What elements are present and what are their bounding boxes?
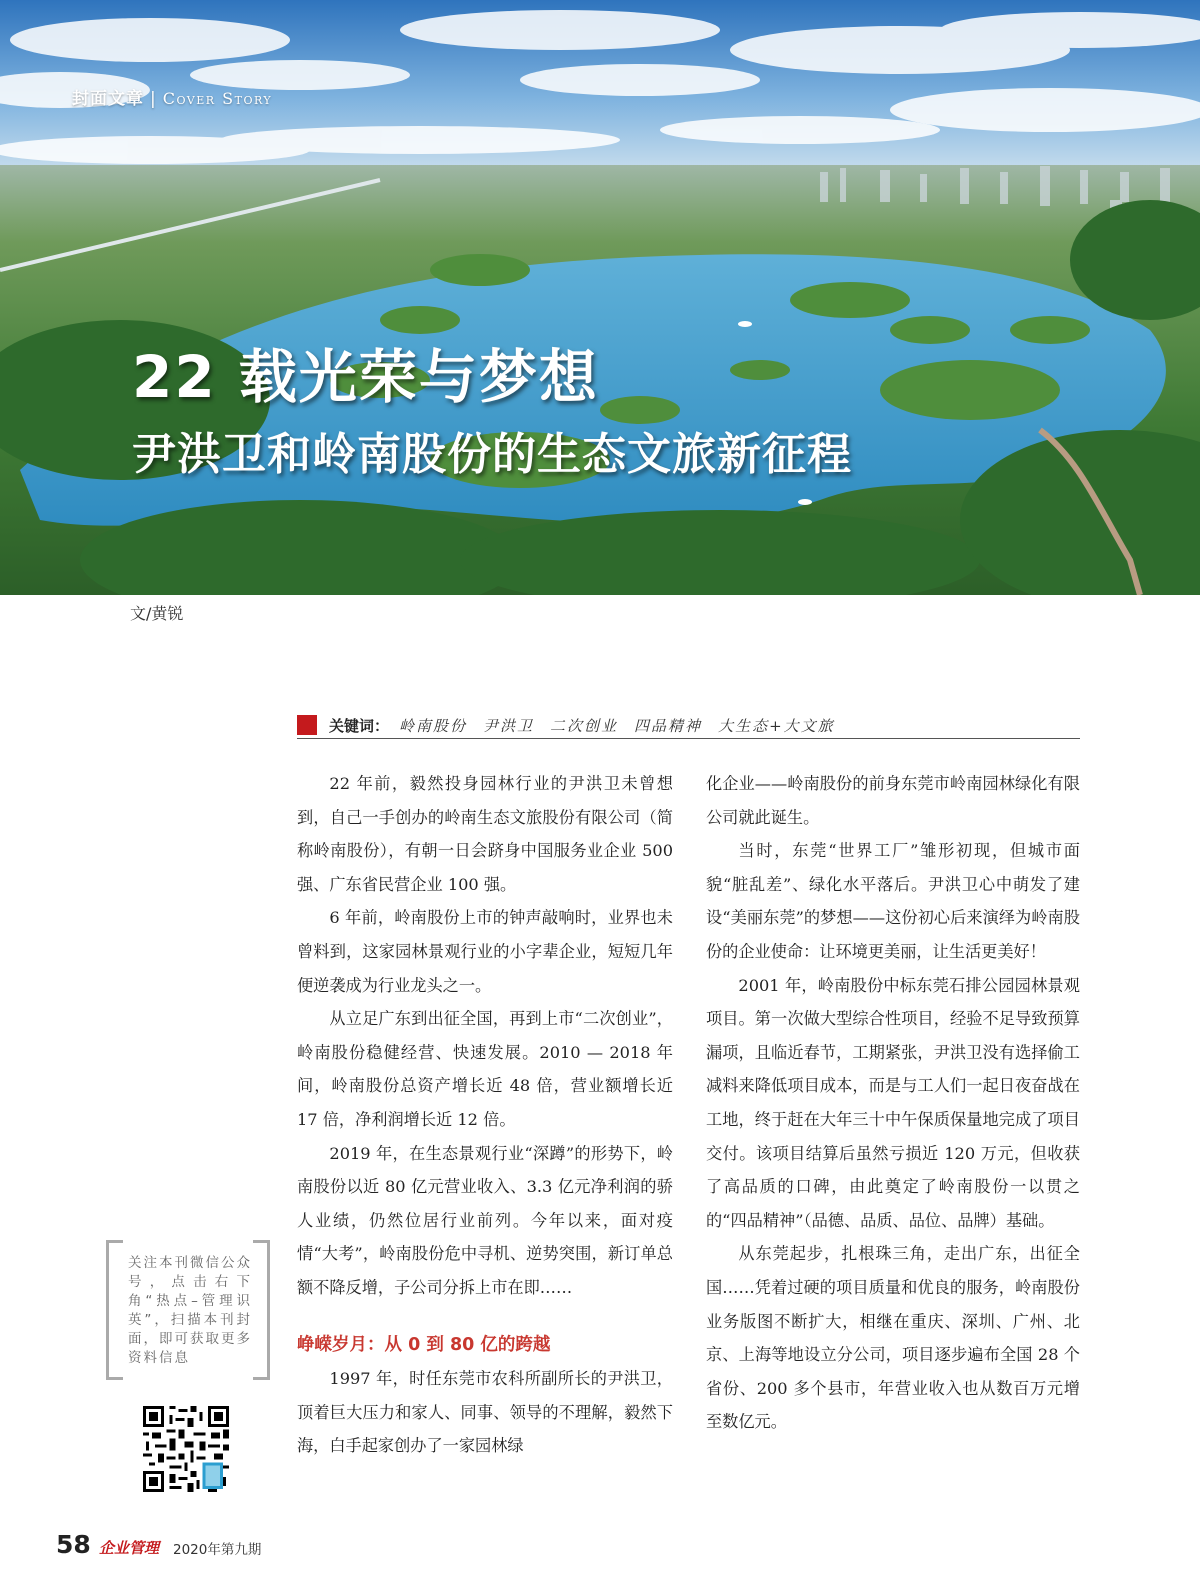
keyword-item: 二次创业 — [550, 717, 619, 735]
body-paragraph-continued: 化企业——岭南股份的前身东莞市岭南园林绿化有限公司就此诞生。 — [706, 774, 1080, 827]
section-gap — [297, 1305, 673, 1329]
keyword-item: 尹洪卫 — [483, 717, 535, 735]
body-paragraph: 6 年前，岭南股份上市的钟声敲响时，业界也未曾料到，这家园林景观行业的小字辈企业，短短几年便逆袭成为行业龙头之一。 — [297, 908, 673, 995]
article-title: 22 载光荣与梦想 — [132, 343, 599, 411]
body-paragraph: 从东莞起步，扎根珠三角，走出广东，出征全国……凭着过硬的项目质量和优良的服务，岭南股份业务版图不断扩大，相继在重庆、深圳、广州、北京、上海等地设立分公司，项目逐步遍布全国 28 个省份、200 多个县市，年营业收入也从数百万元增至数亿元。 — [706, 1244, 1080, 1432]
article-column-left — [297, 767, 673, 1463]
keywords-list — [399, 715, 851, 736]
section-separator: | — [150, 89, 157, 109]
keyword-item: 大生态+大文旅 — [718, 717, 835, 735]
keyword-item: 四品精神 — [634, 717, 703, 735]
body-paragraph: 1997 年，时任东莞市农科所副所长的尹洪卫，顶着巨大压力和家人、同事、领导的不理解，毅然下海，白手起家创办了一家园林绿 — [297, 1369, 673, 1456]
wechat-note-box — [106, 1240, 270, 1380]
keywords-bar — [297, 712, 1080, 739]
wechat-note-text: 关注本刊微信公众号，点击右下角“热点–管理识英”，扫描本刊封面，即可获取更多资料信息 — [128, 1255, 252, 1366]
bracket-right — [253, 1240, 270, 1380]
body-paragraph: 从立足广东到出征全国，再到上市“二次创业”，岭南股份稳健经营、快速发展。2010 — 2018 年间，岭南股份总资产增长近 48 倍，营业额增长近 17 倍，净利润增长近 12 倍。 — [297, 1009, 673, 1129]
keyword-item: 岭南股份 — [399, 717, 468, 735]
keywords-label: 关键词： — [329, 717, 390, 735]
section-label-en: Cover Story — [162, 89, 273, 108]
magazine-name: 企业管理 — [99, 1539, 160, 1557]
author-byline: 文/黄锐 — [130, 604, 184, 623]
page-number: 58 — [56, 1530, 91, 1559]
article-column-right — [706, 767, 1080, 1439]
section-label — [72, 84, 272, 109]
wechat-qr-code-icon[interactable] — [143, 1406, 229, 1492]
bracket-left — [106, 1240, 123, 1380]
section-label-cn: 封面文章 — [72, 89, 144, 109]
keywords-marker — [297, 715, 317, 735]
issue-label: 2020年第九期 — [173, 1542, 262, 1558]
section-subheading: 峥嵘岁月：从 0 到 80 亿的跨越 — [297, 1334, 551, 1355]
body-paragraph: 当时，东莞“世界工厂”雏形初现，但城市面貌“脏乱差”、绿化水平落后。尹洪卫心中萌发了建设“美丽东莞”的梦想——这份初心后来演绎为岭南股份的企业使命：让环境更美丽，让生活更美好！ — [706, 841, 1080, 961]
body-paragraph: 2001 年，岭南股份中标东莞石排公园园林景观项目。第一次做大型综合性项目，经验不足导致预算漏项，且临近春节，工期紧张，尹洪卫没有选择偷工减料来降低项目成本，而是与工人们一起日夜奋战在工地，终于赶在大年三十中午保质保量地完成了项目交付。该项目结算后虽然亏损近 120 万元，但收获了高品质的口碑，由此奠定了岭南股份一以贯之的“四品精神”（品德、品质、品位、品牌）基础。 — [706, 975, 1080, 1230]
article-subtitle: 尹洪卫和岭南股份的生态文旅新征程 — [132, 429, 852, 480]
body-paragraph: 22 年前，毅然投身园林行业的尹洪卫未曾想到，自己一手创办的岭南生态文旅股份有限公司（简称岭南股份），有朝一日会跻身中国服务业企业 500 强、广东省民营企业 100 强。 — [297, 774, 673, 894]
body-paragraph: 2019 年，在生态景观行业“深蹲”的形势下，岭南股份以近 80 亿元营业收入、3.3 亿元净利润的骄人业绩，仍然位居行业前列。今年以来，面对疫情“大考”，岭南股份危中寻机、逆势突围，新订单总额不降反增，子公司分拆上市在即…… — [297, 1143, 673, 1297]
